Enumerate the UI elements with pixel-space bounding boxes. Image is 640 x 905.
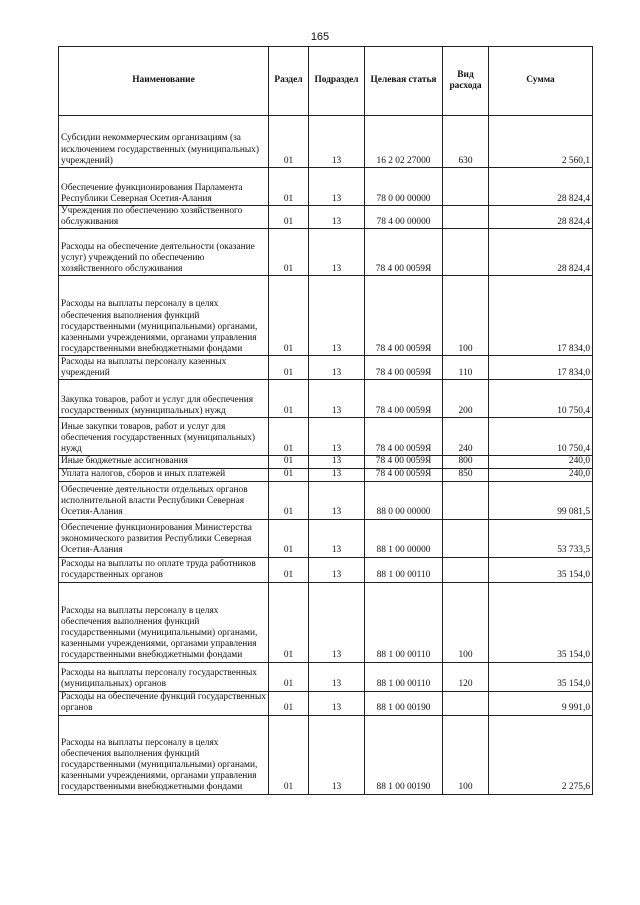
row-razdel: 01 bbox=[269, 418, 309, 456]
row-tselevaya-statya: 88 1 00 00190 bbox=[365, 691, 443, 715]
row-razdel: 01 bbox=[269, 380, 309, 418]
row-tselevaya-statya: 78 4 00 00000 bbox=[365, 206, 443, 229]
table-row bbox=[59, 276, 593, 356]
row-summa: 2 275,6 bbox=[489, 715, 593, 794]
row-podrazdel: 13 bbox=[309, 418, 365, 456]
row-name: Расходы на выплаты персоналу государственных (муниципальных) органов bbox=[59, 662, 269, 691]
row-name: Расходы на обеспечение деятельности (оказание услуг) учреждений по обеспечению хозяйственного обслуживания bbox=[59, 229, 269, 276]
row-summa: 35 154,0 bbox=[489, 557, 593, 582]
row-vid-raskhoda: 100 bbox=[443, 276, 489, 356]
row-razdel: 01 bbox=[269, 456, 309, 468]
header-name: Наименование bbox=[59, 47, 269, 116]
row-razdel: 01 bbox=[269, 116, 309, 168]
table-row bbox=[59, 456, 593, 468]
row-summa: 9 991,0 bbox=[489, 691, 593, 715]
row-name: Иные бюджетные ассигнования bbox=[59, 456, 269, 468]
row-podrazdel: 13 bbox=[309, 582, 365, 662]
table-row bbox=[59, 519, 593, 557]
row-tselevaya-statya: 78 4 00 0059Я bbox=[365, 356, 443, 380]
row-vid-raskhoda: 200 bbox=[443, 380, 489, 418]
row-podrazdel: 13 bbox=[309, 557, 365, 582]
row-vid-raskhoda bbox=[443, 481, 489, 519]
table-row bbox=[59, 662, 593, 691]
table-row bbox=[59, 468, 593, 481]
row-summa: 17 834,0 bbox=[489, 276, 593, 356]
row-name: Учреждения по обеспечению хозяйственного обслуживания bbox=[59, 206, 269, 229]
row-podrazdel: 13 bbox=[309, 168, 365, 206]
table-row bbox=[59, 582, 593, 662]
row-razdel: 01 bbox=[269, 229, 309, 276]
row-podrazdel: 13 bbox=[309, 468, 365, 481]
row-tselevaya-statya: 78 4 00 0059Я bbox=[365, 229, 443, 276]
row-razdel: 01 bbox=[269, 468, 309, 481]
row-vid-raskhoda: 120 bbox=[443, 662, 489, 691]
row-podrazdel: 13 bbox=[309, 116, 365, 168]
table-row bbox=[59, 418, 593, 456]
row-name: Обеспечение деятельности отдельных органов исполнительной власти Республики Северная Осетия-Алания bbox=[59, 481, 269, 519]
row-name: Уплата налогов, сборов и иных платежей bbox=[59, 468, 269, 481]
row-name: Обеспечение функционирования Парламента Республики Северная Осетия-Алания bbox=[59, 168, 269, 206]
table-row bbox=[59, 356, 593, 380]
row-vid-raskhoda: 100 bbox=[443, 715, 489, 794]
row-name: Закупка товаров, работ и услуг для обеспечения государственных (муниципальных) нужд bbox=[59, 380, 269, 418]
header-vid-raskhoda: Вид расхода bbox=[443, 47, 489, 116]
row-summa: 35 154,0 bbox=[489, 662, 593, 691]
row-tselevaya-statya: 78 4 00 0059Я bbox=[365, 456, 443, 468]
row-razdel: 01 bbox=[269, 662, 309, 691]
row-podrazdel: 13 bbox=[309, 481, 365, 519]
row-name: Расходы на выплаты персоналу в целях обеспечения выполнения функций государственными (муниципальными) органами, казенными учреждениями, органами управления государственными внебюджетными фондами bbox=[59, 582, 269, 662]
row-vid-raskhoda: 630 bbox=[443, 116, 489, 168]
row-vid-raskhoda bbox=[443, 519, 489, 557]
row-name: Расходы на выплаты персоналу казенных учреждений bbox=[59, 356, 269, 380]
row-podrazdel: 13 bbox=[309, 691, 365, 715]
row-summa: 10 750,4 bbox=[489, 380, 593, 418]
row-razdel: 01 bbox=[269, 519, 309, 557]
row-razdel: 01 bbox=[269, 715, 309, 794]
header-razdel: Раздел bbox=[269, 47, 309, 116]
table-row bbox=[59, 691, 593, 715]
row-tselevaya-statya: 88 1 00 00110 bbox=[365, 557, 443, 582]
row-name: Расходы на обеспечение функций государственных органов bbox=[59, 691, 269, 715]
row-vid-raskhoda bbox=[443, 691, 489, 715]
table-row bbox=[59, 557, 593, 582]
row-tselevaya-statya: 88 1 00 00110 bbox=[365, 582, 443, 662]
row-tselevaya-statya: 88 1 00 00000 bbox=[365, 519, 443, 557]
row-tselevaya-statya: 16 2 02 27000 bbox=[365, 116, 443, 168]
row-podrazdel: 13 bbox=[309, 715, 365, 794]
row-tselevaya-statya: 88 0 00 00000 bbox=[365, 481, 443, 519]
row-tselevaya-statya: 78 0 00 00000 bbox=[365, 168, 443, 206]
row-name: Расходы на выплаты персоналу в целях обеспечения выполнения функций государственными (муниципальными) органами, казенными учреждениями, органами управления государственными внебюджетными фондами bbox=[59, 715, 269, 794]
row-podrazdel: 13 bbox=[309, 206, 365, 229]
row-summa: 2 560,1 bbox=[489, 116, 593, 168]
row-summa: 99 081,5 bbox=[489, 481, 593, 519]
row-summa: 10 750,4 bbox=[489, 418, 593, 456]
row-vid-raskhoda: 240 bbox=[443, 418, 489, 456]
row-podrazdel: 13 bbox=[309, 229, 365, 276]
row-summa: 28 824,4 bbox=[489, 229, 593, 276]
row-razdel: 01 bbox=[269, 691, 309, 715]
row-summa: 53 733,5 bbox=[489, 519, 593, 557]
row-razdel: 01 bbox=[269, 168, 309, 206]
row-name: Обеспечение функционирования Министерства экономического развития Республики Северная Осетия-Алания bbox=[59, 519, 269, 557]
header-tselevaya-statya: Целевая статья bbox=[365, 47, 443, 116]
row-podrazdel: 13 bbox=[309, 519, 365, 557]
table-row bbox=[59, 380, 593, 418]
table-row bbox=[59, 116, 593, 168]
row-podrazdel: 13 bbox=[309, 456, 365, 468]
row-summa: 240,0 bbox=[489, 456, 593, 468]
row-name: Иные закупки товаров, работ и услуг для обеспечения государственных (муниципальных) нужд bbox=[59, 418, 269, 456]
row-podrazdel: 13 bbox=[309, 380, 365, 418]
row-razdel: 01 bbox=[269, 582, 309, 662]
row-razdel: 01 bbox=[269, 356, 309, 380]
header-summa: Сумма bbox=[489, 47, 593, 116]
row-vid-raskhoda: 110 bbox=[443, 356, 489, 380]
row-tselevaya-statya: 78 4 00 0059Я bbox=[365, 276, 443, 356]
page-number: 165 bbox=[310, 31, 330, 43]
row-summa: 17 834,0 bbox=[489, 356, 593, 380]
row-vid-raskhoda: 100 bbox=[443, 582, 489, 662]
row-summa: 240,0 bbox=[489, 468, 593, 481]
row-vid-raskhoda bbox=[443, 206, 489, 229]
table-row bbox=[59, 206, 593, 229]
row-razdel: 01 bbox=[269, 276, 309, 356]
table-header-row bbox=[59, 47, 593, 116]
table-row bbox=[59, 481, 593, 519]
row-podrazdel: 13 bbox=[309, 662, 365, 691]
row-tselevaya-statya: 78 4 00 0059Я bbox=[365, 418, 443, 456]
row-tselevaya-statya: 88 1 00 00110 bbox=[365, 662, 443, 691]
row-vid-raskhoda bbox=[443, 229, 489, 276]
row-podrazdel: 13 bbox=[309, 356, 365, 380]
row-name: Расходы на выплаты по оплате труда работников государственных органов bbox=[59, 557, 269, 582]
table-row bbox=[59, 715, 593, 794]
row-vid-raskhoda bbox=[443, 168, 489, 206]
row-razdel: 01 bbox=[269, 206, 309, 229]
row-tselevaya-statya: 78 4 00 0059Я bbox=[365, 380, 443, 418]
row-razdel: 01 bbox=[269, 481, 309, 519]
header-podrazdel: Подраздел bbox=[309, 47, 365, 116]
row-vid-raskhoda: 800 bbox=[443, 456, 489, 468]
row-vid-raskhoda: 850 bbox=[443, 468, 489, 481]
row-tselevaya-statya: 88 1 00 00190 bbox=[365, 715, 443, 794]
row-summa: 28 824,4 bbox=[489, 168, 593, 206]
row-summa: 35 154,0 bbox=[489, 582, 593, 662]
row-tselevaya-statya: 78 4 00 0059Я bbox=[365, 468, 443, 481]
row-name: Расходы на выплаты персоналу в целях обеспечения выполнения функций государственными (муниципальными) органами, казенными учреждениями, органами управления государственными внебюджетными фондами bbox=[59, 276, 269, 356]
row-summa: 28 824,4 bbox=[489, 206, 593, 229]
table-row bbox=[59, 229, 593, 276]
row-razdel: 01 bbox=[269, 557, 309, 582]
budget-table bbox=[58, 46, 593, 795]
row-vid-raskhoda bbox=[443, 557, 489, 582]
table-row bbox=[59, 168, 593, 206]
row-name: Субсидии некоммерческим организациям (за исключением государственных (муниципальных) учреждений) bbox=[59, 116, 269, 168]
row-podrazdel: 13 bbox=[309, 276, 365, 356]
